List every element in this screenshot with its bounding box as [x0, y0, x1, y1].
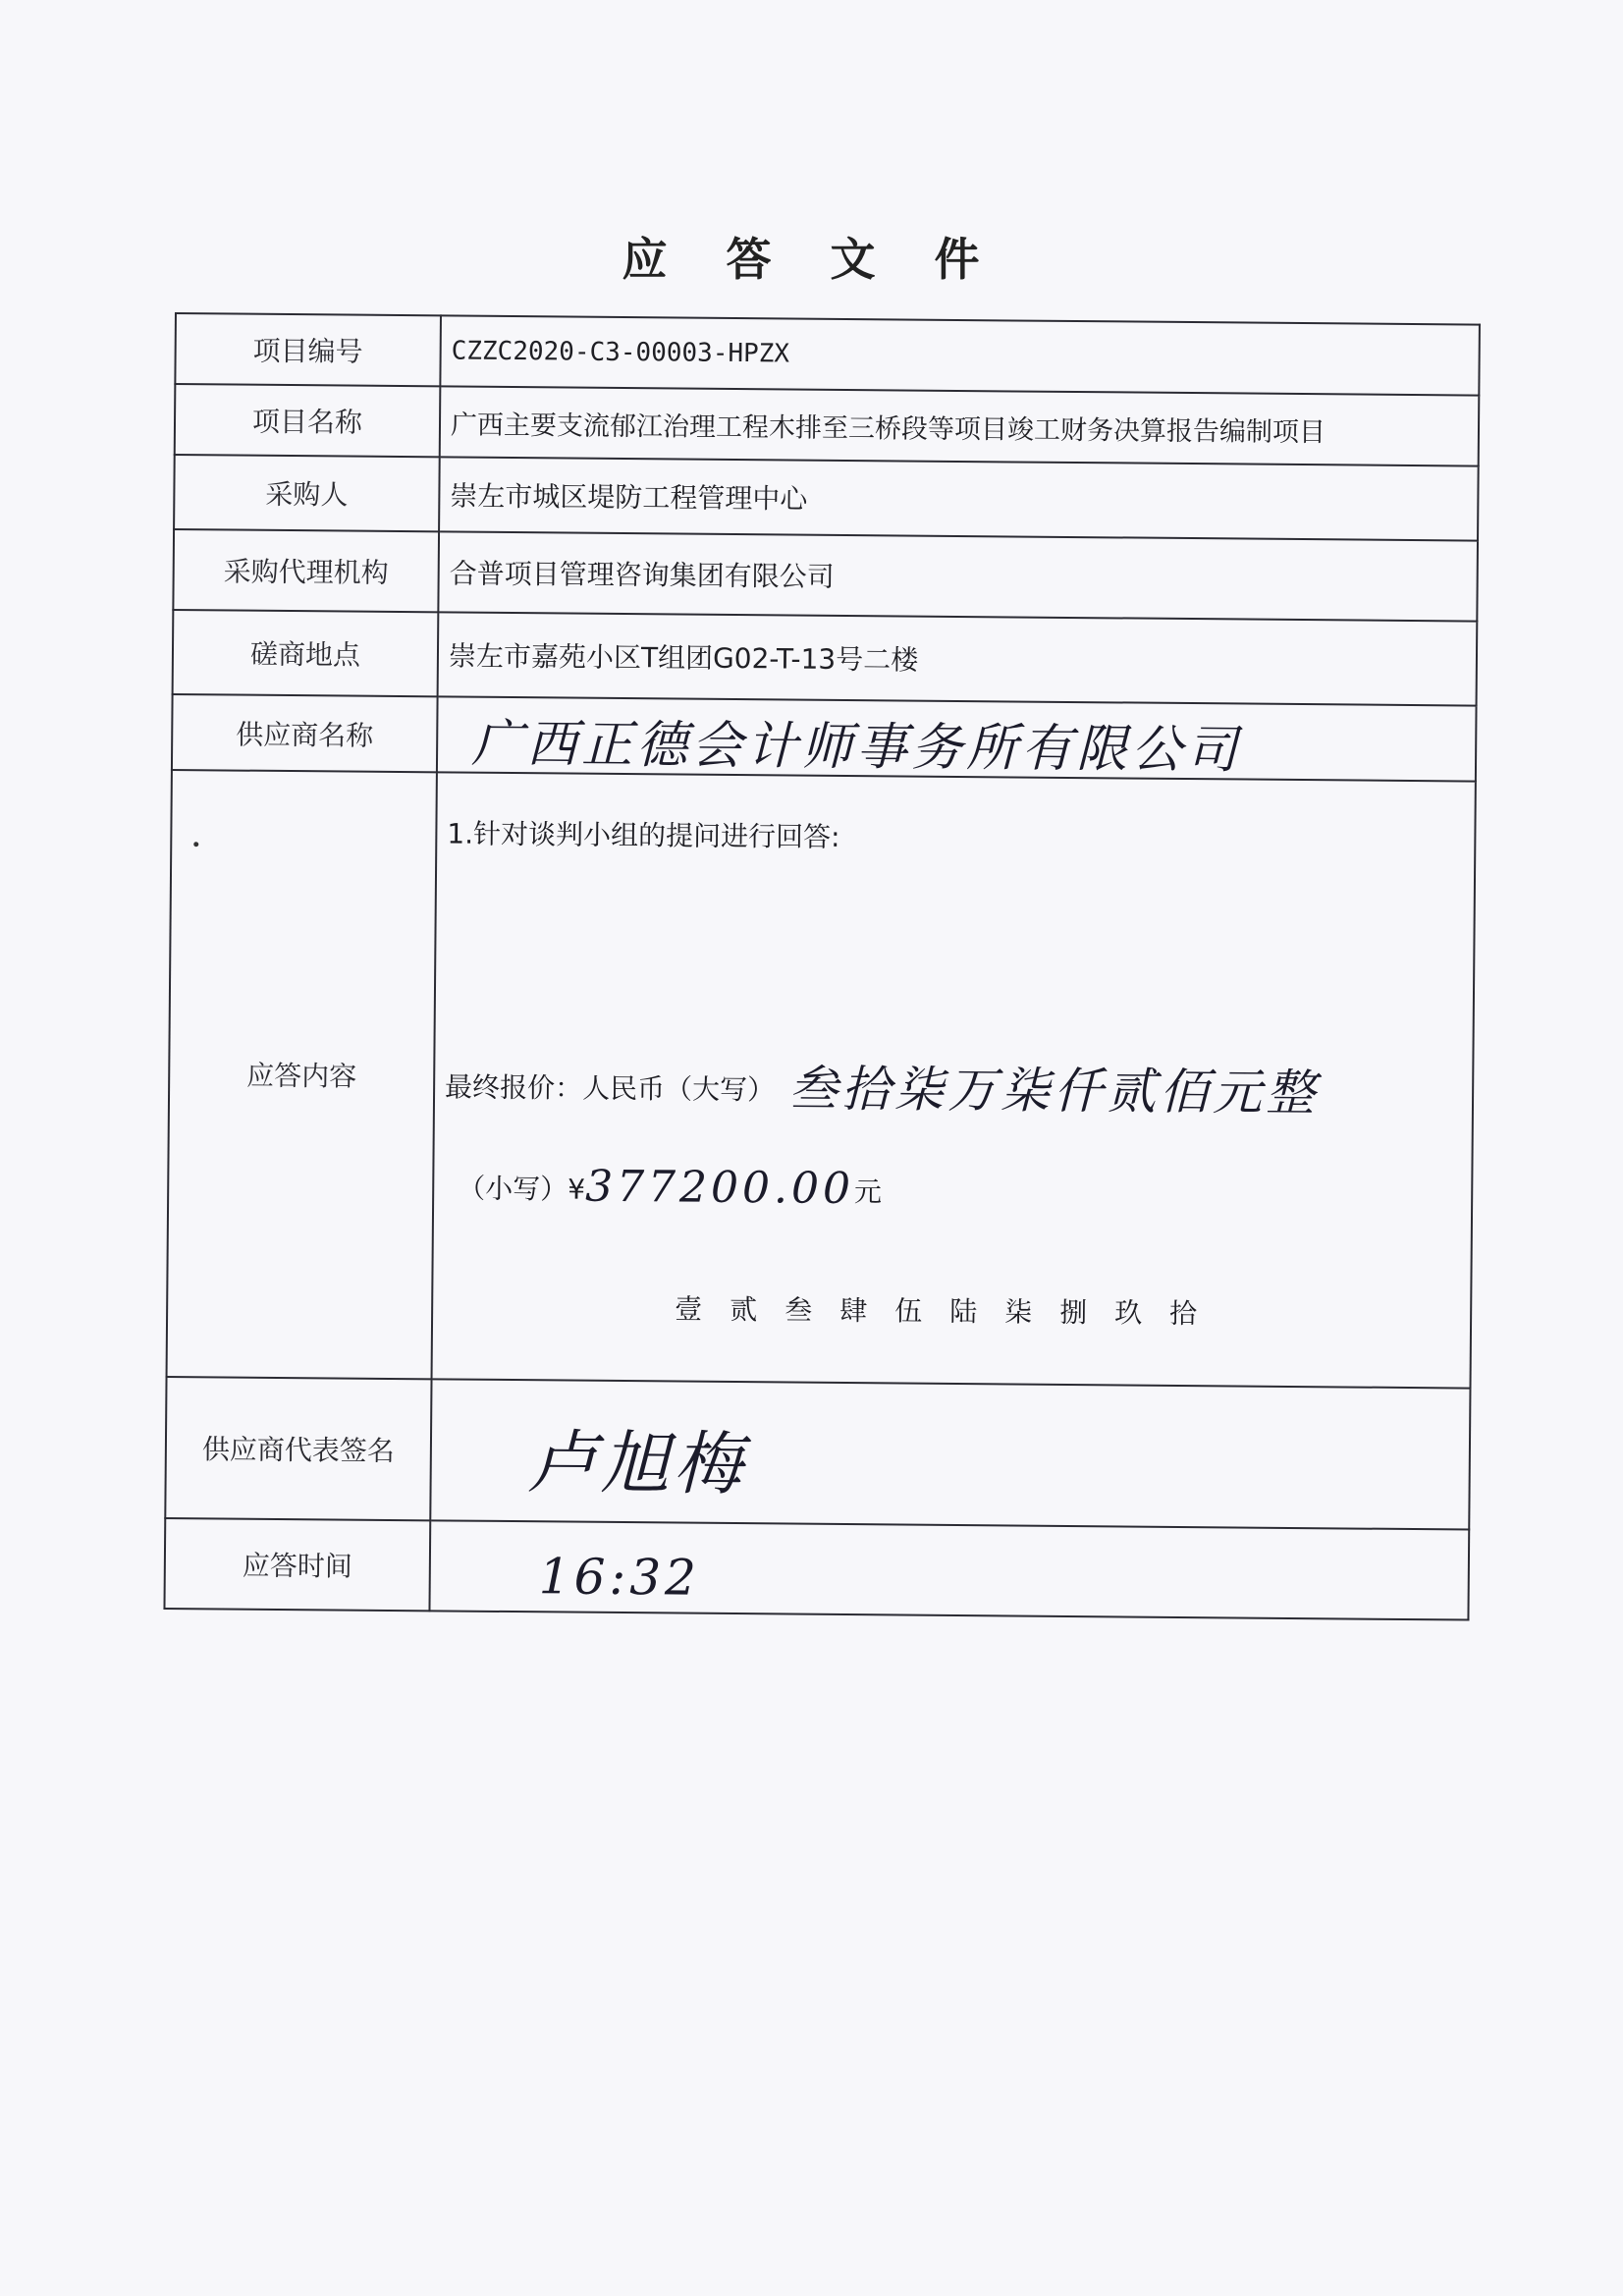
row-time	[164, 1518, 1469, 1620]
value-agency: 合普项目管理咨询集团有限公司	[438, 531, 1478, 621]
value-content	[432, 772, 1476, 1388]
row-purchaser	[174, 455, 1479, 541]
response-table	[163, 312, 1480, 1621]
row-signature	[165, 1377, 1470, 1530]
label-agency: 采购代理机构	[173, 529, 439, 612]
row-location	[173, 610, 1478, 706]
row-agency	[173, 529, 1478, 622]
small-price-line	[458, 1159, 882, 1213]
small-price-value: 377200.00	[584, 1161, 855, 1215]
value-purchaser: 崇左市城区堤防工程管理中心	[439, 457, 1479, 540]
label-purchaser: 采购人	[174, 455, 440, 531]
row-project-name	[175, 384, 1480, 466]
final-price-upper: 叁拾柒万柒仟贰佰元整	[787, 1060, 1320, 1122]
row-supplier	[172, 694, 1477, 782]
label-content: 应答内容	[246, 1059, 357, 1093]
supplier-handwriting: 广西正德会计师事务所有限公司	[470, 714, 1242, 781]
question-line: 1.针对谈判小组的提问进行回答:	[447, 817, 840, 853]
document-title: 应 答 文 件	[622, 233, 1001, 286]
label-content-cell	[167, 770, 437, 1379]
row-content	[167, 770, 1476, 1389]
label-project-no: 项目编号	[175, 313, 441, 386]
label-project-name: 项目名称	[175, 384, 441, 457]
small-price-label: （小写）¥	[458, 1172, 586, 1206]
chinese-numerals-reference: 壹贰叁肆伍陆柒捌玖拾	[675, 1292, 1225, 1331]
signature-handwriting: 卢旭梅	[527, 1421, 747, 1504]
final-price-line	[444, 1040, 1320, 1122]
value-signature	[430, 1379, 1470, 1529]
value-time	[429, 1520, 1469, 1619]
time-handwriting: 16:32	[538, 1548, 701, 1607]
value-project-name: 广西主要支流郁江治理工程木排至三桥段等项目竣工财务决算报告编制项目	[440, 386, 1480, 465]
response-form	[163, 312, 1480, 1621]
label-supplier: 供应商名称	[172, 694, 438, 772]
label-location: 磋商地点	[173, 610, 439, 696]
label-signature: 供应商代表签名	[165, 1377, 431, 1520]
label-time: 应答时间	[164, 1518, 430, 1611]
value-location: 崇左市嘉苑小区T组团G02-T-13号二楼	[438, 612, 1478, 705]
row-project-no	[175, 313, 1480, 396]
value-supplier	[437, 696, 1477, 781]
small-price-unit: 元	[853, 1175, 883, 1209]
value-project-no: CZZC2020-C3-00003-HPZX	[440, 315, 1480, 395]
ink-dot	[193, 842, 198, 847]
final-price-label: 最终报价：人民币（大写）	[444, 1070, 776, 1107]
